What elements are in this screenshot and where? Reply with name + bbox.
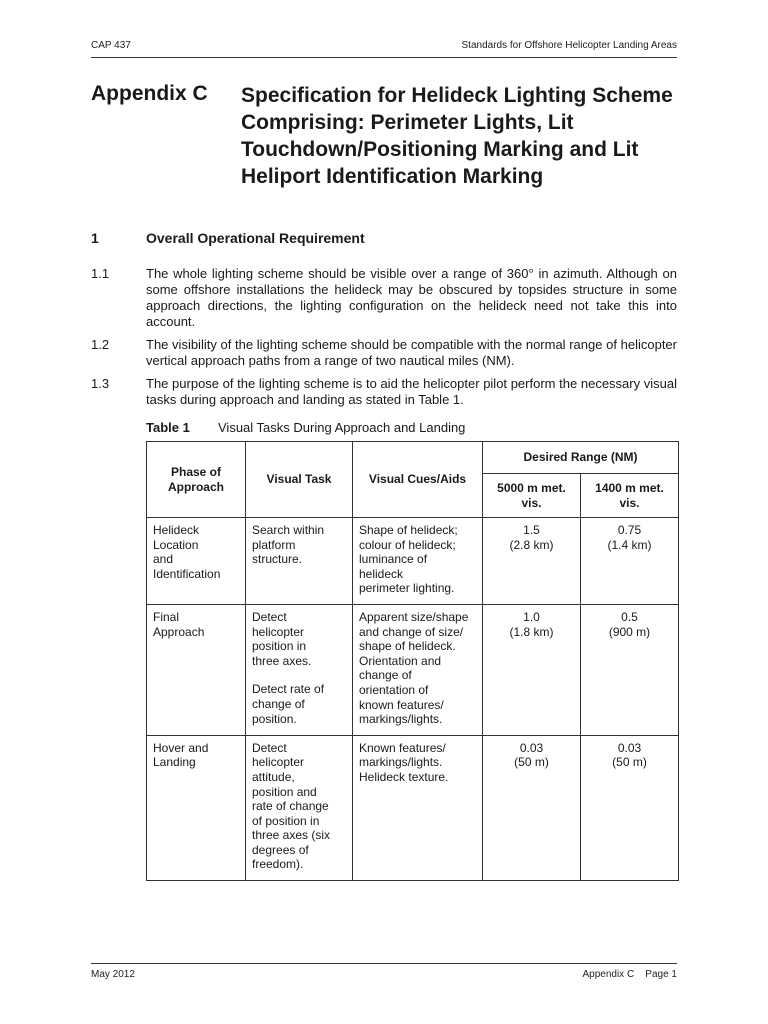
header-phase-of-approach: Phase of Approach — [147, 442, 246, 518]
paragraph-text: The whole lighting scheme should be visible over a range of 360° in azimuth. Although on some offshore installations the helideck may be obscured by topsides structure in some approach directions, the lighting configuration on the helideck need not take this into account. — [146, 266, 677, 329]
cell-range-1400m: 0.5 (900 m) — [581, 604, 679, 735]
cell-range-1400m: 0.03 (50 m) — [581, 735, 679, 880]
paragraph-number: 1.1 — [91, 266, 110, 281]
footer-rule — [91, 963, 677, 964]
cell-range-5000m: 1.0 (1.8 km) — [483, 604, 581, 735]
table-caption-text: Visual Tasks During Approach and Landing — [218, 420, 466, 435]
paragraph-number: 1.2 — [91, 337, 110, 352]
cell-visual-task: Search within platform structure. — [246, 518, 353, 605]
header-document-title: Standards for Offshore Helicopter Landing Areas — [461, 40, 677, 51]
paragraph-1-3 — [91, 376, 677, 408]
paragraph-text: The visibility of the lighting scheme should be compatible with the normal range of helicopter vertical approach paths from a range of two nautical miles (NM). — [146, 337, 677, 368]
cell-range-5000m: 1.5 (2.8 km) — [483, 518, 581, 605]
cell-range-5000m: 0.03 (50 m) — [483, 735, 581, 880]
cell-visual-cues: Apparent size/shape and change of size/ shape of helideck. Orientation and change of orientation of known features/ markings/lights. — [353, 604, 483, 735]
table-row — [147, 518, 679, 605]
visual-tasks-table — [146, 441, 679, 881]
cell-phase: Hover and Landing — [147, 735, 246, 880]
appendix-label: Appendix C — [91, 82, 208, 105]
header-5000m-vis: 5000 m met. vis. — [483, 474, 581, 518]
cell-visual-task: Detect helicopter attitude, position and rate of change of position in three axes (six degrees of freedom). — [246, 735, 353, 880]
header-document-id: CAP 437 — [91, 40, 131, 51]
table-caption-label: Table 1 — [146, 420, 190, 435]
cell-visual-cues: Known features/ markings/lights. Helideck texture. — [353, 735, 483, 880]
section-title: Overall Operational Requirement — [146, 230, 365, 246]
cell-phase: Helideck Location and Identification — [147, 518, 246, 605]
header-desired-range: Desired Range (NM) — [483, 442, 679, 474]
header-visual-cues: Visual Cues/Aids — [353, 442, 483, 518]
table-row — [147, 735, 679, 880]
cell-phase: Final Approach — [147, 604, 246, 735]
header-rule — [91, 57, 677, 58]
section-number: 1 — [91, 230, 99, 246]
footer-date: May 2012 — [91, 969, 135, 980]
paragraph-1-1 — [91, 266, 677, 330]
footer-page-label: Appendix C Page 1 — [582, 969, 677, 980]
cell-visual-task: Detect helicopter position in three axes. Detect rate of change of position. — [246, 604, 353, 735]
paragraph-text: The purpose of the lighting scheme is to aid the helicopter pilot perform the necessary visual tasks during approach and landing as stated in Table 1. — [146, 376, 677, 407]
paragraph-1-2 — [91, 337, 677, 369]
paragraph-number: 1.3 — [91, 376, 110, 391]
table-row — [147, 604, 679, 735]
cell-range-1400m: 0.75 (1.4 km) — [581, 518, 679, 605]
page-title: Specification for Helideck Lighting Scheme Comprising: Perimeter Lights, Lit Touchdown/Positioning Marking and Lit Heliport Identification Marking — [241, 84, 673, 188]
cell-visual-cues: Shape of helideck; colour of helideck; luminance of helideck perimeter lighting. — [353, 518, 483, 605]
header-1400m-vis: 1400 m met. vis. — [581, 474, 679, 518]
header-visual-task: Visual Task — [246, 442, 353, 518]
